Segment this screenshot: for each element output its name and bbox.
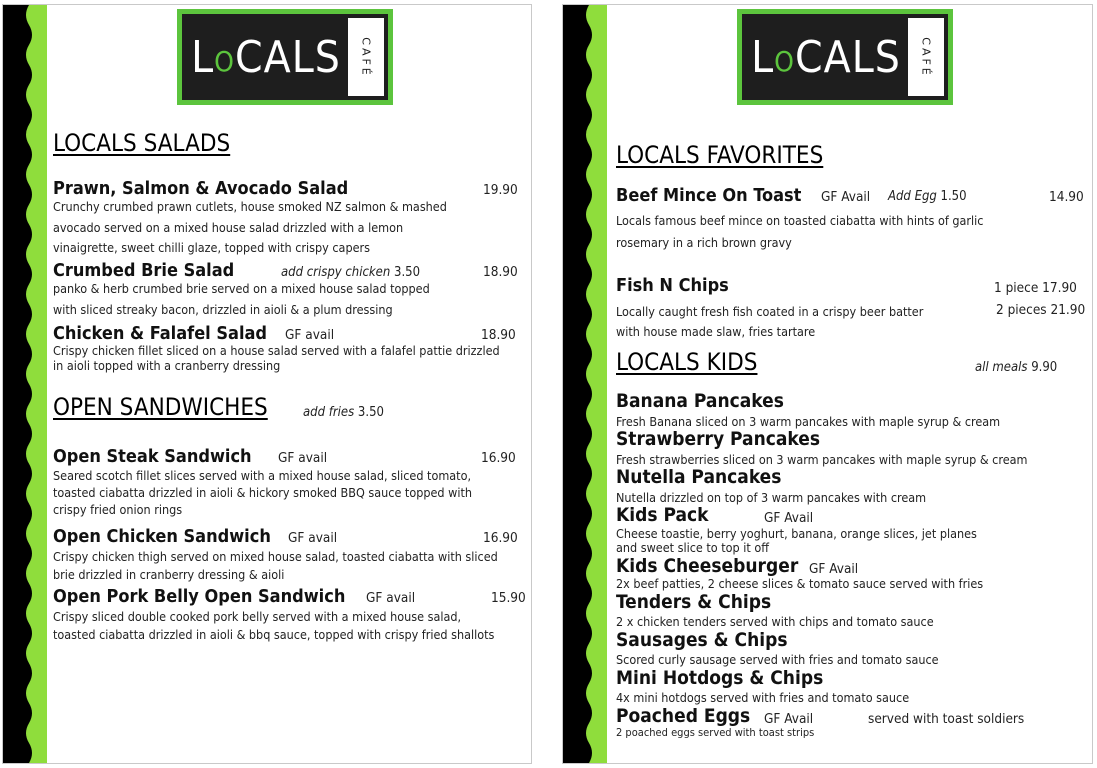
menu-item-name: Open Steak Sandwich <box>53 446 252 467</box>
menu-item-name: Fish N Chips <box>616 275 729 296</box>
section-addon: add fries 3.50 <box>303 405 384 420</box>
decorative-wave-strip <box>563 5 607 763</box>
menu-item-description: 2x beef patties, 2 cheese slices & tomato sauce served with fries <box>616 576 984 591</box>
menu-item-price: 15.90 <box>491 590 526 606</box>
menu-item-description: Fresh Banana sliced on 3 warm pancakes with maple syrup & cream <box>616 414 1001 429</box>
menu-item-description: Locals famous beef mince on toasted ciabatta with hints of garlic rosemary in a rich brown gravy <box>616 213 984 250</box>
menu-item-name: Sausages & Chips <box>616 629 788 651</box>
gf-available-tag: GF Avail <box>809 561 859 577</box>
section-heading-favorites: LOCALS FAVORITES <box>616 141 824 169</box>
logo-cafe-label: CAFÉ <box>348 18 384 96</box>
menu-item-price: 19.90 <box>483 182 518 198</box>
menu-item-price: 16.90 <box>483 530 518 546</box>
menu-item-price: 2 pieces 21.90 <box>996 302 1086 318</box>
menu-page-right <box>562 4 1093 764</box>
section-heading-open-sandwiches: OPEN SANDWICHES <box>53 393 268 421</box>
menu-item-price: 16.90 <box>481 450 516 466</box>
menu-item-description: Locally caught fresh fish coated in a crispy beer batter with house made slaw, fries tartare <box>616 304 924 339</box>
menu-item-name: Tenders & Chips <box>616 591 772 613</box>
menu-item-description: Crispy chicken fillet sliced on a house salad served with a falafel pattie drizzled in aioli topped with a cranberry dressing <box>53 343 500 373</box>
menu-item-name: Banana Pancakes <box>616 390 784 412</box>
gf-available-tag: GF avail <box>278 450 328 466</box>
menu-item-note: served with toast soldiers <box>868 711 1025 727</box>
menu-item-price: 18.90 <box>483 264 518 280</box>
menu-item-name: Open Pork Belly Open Sandwich <box>53 586 346 607</box>
menu-item-name: Prawn, Salmon & Avocado Salad <box>53 178 349 199</box>
menu-item-description: Fresh strawberries sliced on 3 warm pancakes with maple syrup & cream <box>616 452 1028 467</box>
menu-item-name: Kids Pack <box>616 504 709 526</box>
gf-available-tag: GF Avail <box>764 711 814 727</box>
menu-item-price: 14.90 <box>1049 189 1084 205</box>
locals-cafe-logo <box>737 9 953 105</box>
gf-available-tag: GF Avail <box>764 510 814 526</box>
menu-item-description: Seared scotch fillet slices served with a mixed house salad, sliced tomato, toasted ciabatta drizzled in aioli & hickory smoked BBQ sauce topped with crispy fried onion rings <box>53 468 472 517</box>
menu-item-description: Crispy sliced double cooked pork belly served with a mixed house salad, toasted ciabatta drizzled in aioli & bbq sauce, topped with crispy fried shallots <box>53 609 495 642</box>
kids-price-note: all meals 9.90 <box>975 360 1058 375</box>
decorative-wave-strip <box>3 5 47 763</box>
logo-wordmark: L O CALS <box>191 31 341 83</box>
menu-item-name: Mini Hotdogs & Chips <box>616 667 824 689</box>
menu-item-description: Cheese toastie, berry yoghurt, banana, orange slices, jet planes and sweet slice to top it off <box>616 526 977 555</box>
menu-item-name: Kids Cheeseburger <box>616 555 799 577</box>
menu-item-name: Strawberry Pancakes <box>616 428 821 450</box>
menu-item-description: Nutella drizzled on top of 3 warm pancakes with cream <box>616 490 927 505</box>
menu-item-description: Crunchy crumbed prawn cutlets, house smoked NZ salmon & mashed avocado served on a mixed house salad drizzled with a lemon vinaigrette, sweet chilli glaze, topped with crispy capers <box>53 199 447 255</box>
menu-item-description: Crispy chicken thigh served on mixed house salad, toasted ciabatta with sliced brie drizzled in cranberry dressing & aioli <box>53 549 498 582</box>
logo-cafe-label: CAFÉ <box>908 18 944 96</box>
menu-item-description: 2 poached eggs served with toast strips <box>616 726 815 739</box>
menu-item-name: Crumbed Brie Salad <box>53 260 235 281</box>
section-heading-salads: LOCALS SALADS <box>53 129 231 157</box>
menu-item-description: 2 x chicken tenders served with chips and tomato sauce <box>616 614 934 629</box>
gf-available-tag: GF avail <box>366 590 416 606</box>
gf-available-tag: GF avail <box>288 530 338 546</box>
logo-wordmark: L O CALS <box>751 31 901 83</box>
menu-item-price: 1 piece 17.90 <box>994 280 1077 296</box>
menu-page-left <box>2 4 532 764</box>
menu-item-name: Poached Eggs <box>616 705 751 727</box>
menu-item-description: 4x mini hotdogs served with fries and tomato sauce <box>616 690 910 705</box>
menu-item-addon: add crispy chicken 3.50 <box>281 265 421 280</box>
menu-item-description: Scored curly sausage served with fries and tomato sauce <box>616 652 939 667</box>
menu-item-price: 18.90 <box>481 327 516 343</box>
section-heading-kids: LOCALS KIDS <box>616 348 758 376</box>
menu-item-name: Open Chicken Sandwich <box>53 526 271 547</box>
menu-item-addon: Add Egg 1.50 <box>888 189 967 204</box>
gf-available-tag: GF avail <box>285 327 335 343</box>
menu-item-name: Beef Mince On Toast <box>616 185 802 206</box>
gf-available-tag: GF Avail <box>821 189 871 205</box>
menu-item-name: Nutella Pancakes <box>616 466 782 488</box>
menu-item-name: Chicken & Falafel Salad <box>53 323 268 344</box>
locals-cafe-logo <box>177 9 393 105</box>
menu-item-description: panko & herb crumbed brie served on a mixed house salad topped with sliced streaky bacon, drizzled in aioli & a plum dressing <box>53 281 430 317</box>
